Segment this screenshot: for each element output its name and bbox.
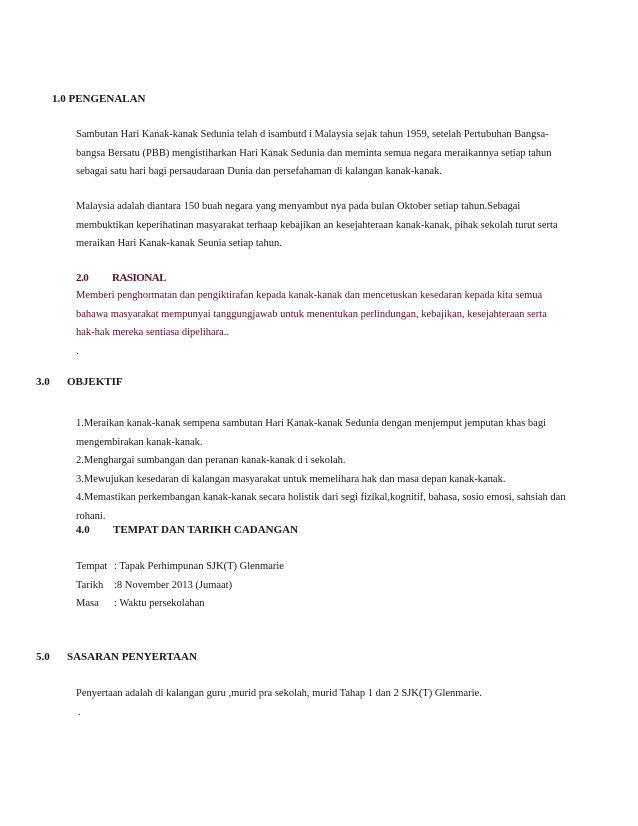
section-5-dot: .	[78, 706, 81, 718]
section-2-dot: .	[76, 345, 79, 357]
detail-row-tempat	[76, 558, 576, 577]
section-3-list	[76, 415, 576, 526]
detail-value: :8 November 2013 (Jumaat)	[114, 579, 233, 591]
section-4-details	[76, 558, 576, 614]
section-5-title: SASARAN PENYERTAAN	[67, 651, 197, 663]
objective-line: 3.Mewujukan kesedaran di kalangan masyarakat untuk memelihara hak dan masa depan kanak-kanak.	[76, 473, 506, 485]
detail-row-tarikh	[76, 577, 576, 596]
section-1-paragraph-2	[76, 198, 576, 254]
objective-line: mengembirakan kanak-kanak.	[76, 436, 203, 448]
paragraph-line: Penyertaan adalah di kalangan guru ,murid pra sekolah, murid Tahap 1 dan 2 SJK(T) Glenmarie.	[76, 688, 482, 699]
paragraph-line: Memberi penghormatan dan pengiktirafan kepada kanak-kanak dan mencetuskan kesedaran kepada kita semua	[76, 290, 543, 301]
paragraph-line: sebagai satu hari bagi persaudaraan Dunia dan persefahaman di kalangan kanak-kanak.	[76, 166, 442, 177]
detail-label: Masa	[76, 598, 99, 609]
paragraph-line: bahawa masyarakat mempunyai tanggungjawab untuk menentukan perlindungan, kebajikan, kesejahteraan serta	[76, 308, 547, 320]
section-2-title: RASIONAL	[112, 272, 167, 284]
section-5-number: 5.0	[36, 651, 50, 663]
section-2-number: 2.0	[76, 272, 89, 284]
section-4-number: 4.0	[76, 524, 90, 536]
detail-value: : Waktu persekolahan	[114, 598, 205, 609]
section-3-number: 3.0	[36, 376, 50, 388]
objective-line: 4.Memastikan perkembangan kanak-kanak secara holistik dari segi fizikal,kognitif, bahasa, sosio emosi, sahsiah dan	[76, 492, 566, 503]
detail-value: : Tapak Perhimpunan SJK(T) Glenmarie	[114, 561, 284, 572]
section-1-paragraph-1	[76, 126, 576, 182]
paragraph-line: Sambutan Hari Kanak-kanak Sedunia telah d isambutd i Malaysia sejak tahun 1959, setelah Pertubuhan Bangsa-	[76, 129, 549, 140]
paragraph-line: membuktikan keperihatinan masyarakat terhaap kebajikan an kesejahteraan kanak-kanak, pihak sekolah turut serta	[76, 219, 558, 231]
objective-line: rohani.	[76, 510, 106, 522]
paragraph-line: bangsa Bersatu (PBB) mengistiharkan Hari Kanak Sedunia dan meminta semua negara meraikannya setiap tahun	[76, 147, 552, 159]
paragraph-line: Malaysia adalah diantara 150 buah negara yang menyambut nya pada bulan Oktober setiap tahun.Sebagai	[76, 201, 521, 212]
section-2-paragraph	[76, 287, 576, 361]
detail-row-masa	[76, 595, 576, 614]
section-1-heading: 1.0 PENGENALAN	[52, 93, 146, 105]
section-5-paragraph	[76, 685, 576, 722]
detail-label: Tarikh	[76, 579, 104, 591]
paragraph-line: hak-hak mereka sentiasa dipelihara..	[76, 327, 230, 338]
section-4-title: TEMPAT DAN TARIKH CADANGAN	[113, 524, 299, 536]
paragraph-line: meraikan Hari Kanak-kanak Seunia setiap tahun.	[76, 238, 282, 249]
section-3-title: OBJEKTIF	[67, 376, 123, 388]
objective-line: 2.Menghargai sumbangan dan peranan kanak-kanak d i sekolah.	[76, 455, 346, 466]
objective-line: 1.Meraikan kanak-kanak sempena sambutan Hari Kanak-kanak Sedunia dengan menjemput jemputan khas bagi	[76, 418, 547, 429]
detail-label: Tempat	[76, 561, 108, 572]
